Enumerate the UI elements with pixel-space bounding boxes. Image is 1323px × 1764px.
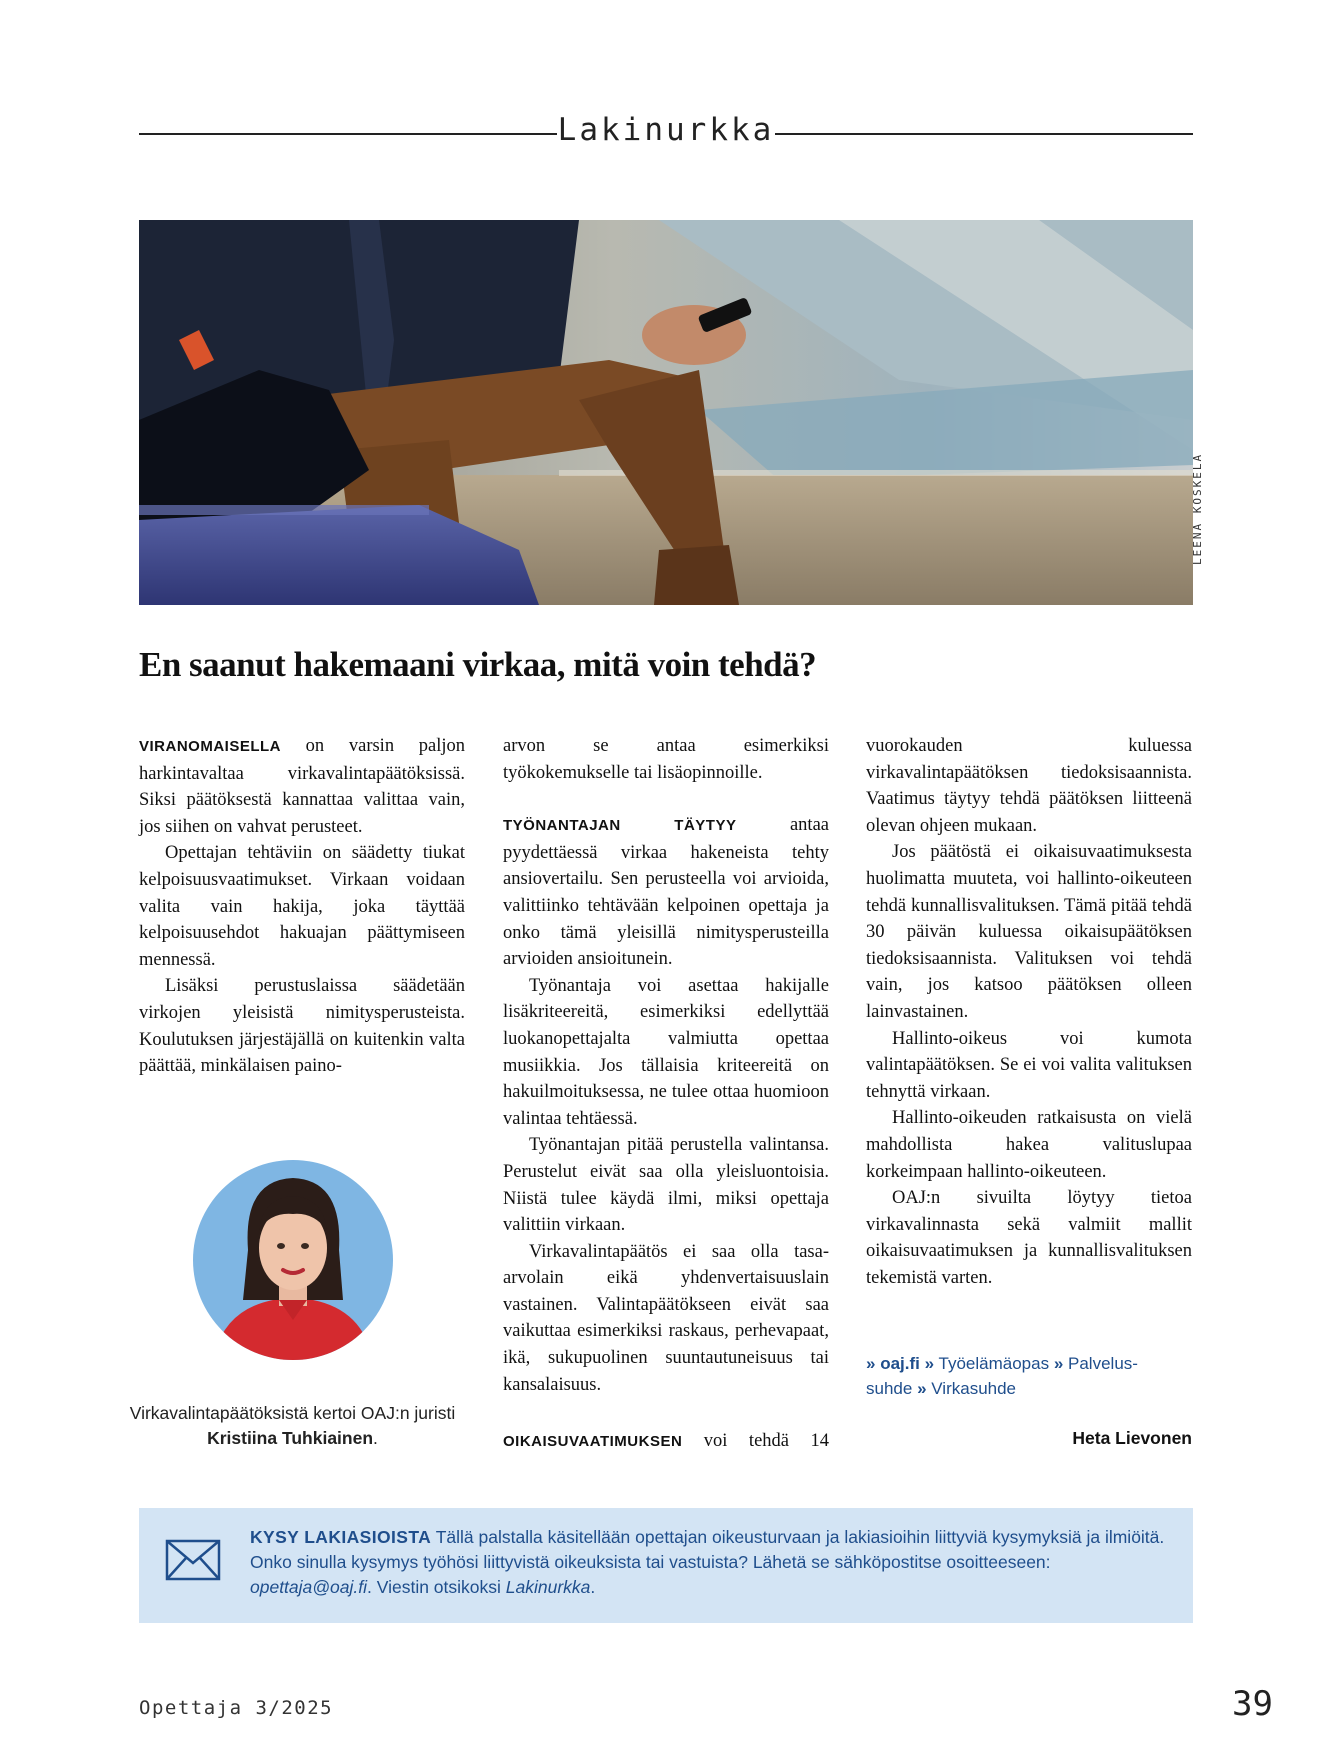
link-palvelussuhde-part2: suhde — [866, 1379, 913, 1398]
hero-photo — [139, 220, 1193, 605]
contact-email-link[interactable]: opettaja@oaj.fi — [250, 1577, 368, 1597]
header-rule-left — [139, 133, 557, 135]
related-links — [866, 1351, 1196, 1401]
paragraph-text: voi tehdä 14 — [682, 1431, 829, 1451]
paragraph: Työnantaja voi asettaa hakijalle lisäkriteereitä, esimerkiksi edellyttää luokanopettajalta valmiutta opettaa musiikkia. Jos tällaisia kriteereitä on hakuilmoituksessa, ne tulee ottaa huomioon valintaa tehtäessä. — [503, 975, 829, 1129]
link-palvelussuhde-part1: Palvelus- — [1068, 1354, 1138, 1373]
paragraph: Opettajan tehtäviin on säädetty tiukat kelpoisuusvaatimukset. Virkaan voidaan valita vain hakija, joka täyttää kelpoisuusehdot hakuajan päättymiseen mennessä. — [139, 843, 465, 970]
article-author: Heta Lievonen — [1072, 1428, 1192, 1448]
paragraph: Hallinto-oikeus voi kumota valintapäätöksen. Se ei voi valita valituksen tehnyttä virkaan. — [866, 1028, 1192, 1102]
paragraph: Työnantajan pitää perustella valintansa. Perustelut eivät saa olla yleisluontoisia. Niistä tulee käydä ilmi, miksi opettaja valittiin virkaan. — [503, 1135, 829, 1236]
photo-credit: LEENA KOSKELA — [1191, 452, 1204, 565]
link-arrow: » — [1053, 1354, 1064, 1373]
hero-photo-illustration — [139, 220, 1193, 605]
caption-end: . — [373, 1428, 378, 1448]
portrait-caption — [120, 1401, 465, 1451]
paragraph: Virkavalintapäätös ei saa olla tasa-arvolain eikä yhdenvertaisuuslain vastainen. Valintapäätökseen eivät saa vaikuttaa esimerkiksi raskaus, perhevapaat, ikä, sukupuolinen suuntautuneisuus tai kansalaisuus. — [503, 1241, 829, 1395]
paragraph — [139, 733, 465, 840]
paragraph-text: antaa pyydettäessä virkaa hakeneista tehty ansiovertailu. Sen perusteella voi arvioida, valittiinko tehtävään kelpoinen opettaja ja onko tämä yleisillä nimitysperusteilla arvioiden ansioitunein. — [503, 815, 829, 970]
contact-lead: KYSY LAKIASIOISTA — [250, 1527, 432, 1547]
header-rule-right — [775, 133, 1193, 135]
paragraph-lead: OIKAISUVAATIMUKSEN — [503, 1433, 683, 1450]
paragraph-lead: VIRANOMAISELLA — [139, 738, 281, 755]
link-arrow: » — [866, 1354, 876, 1373]
paragraph: arvon se antaa esimerkiksi työkokemukselle tai lisäopinnoille. — [503, 736, 829, 783]
contact-box — [139, 1508, 1193, 1623]
page-number: 39 — [1232, 1684, 1273, 1724]
section-title: Lakinurkka — [557, 112, 775, 148]
paragraph: OAJ:n sivuilta löytyy tietoa virkavalinnasta sekä valmiit mallit oikaisuvaatimuksen ja kunnallisvalituksen tekemistä varten. — [866, 1188, 1192, 1288]
link-arrow: » — [917, 1379, 927, 1398]
link-oaj-fi[interactable]: oaj.fi — [880, 1354, 920, 1373]
paragraph: Hallinto-oikeuden ratkaisusta on vielä mahdollista hakea valituslupaa korkeimpaan hallinto-oikeuteen. — [866, 1108, 1192, 1182]
contact-body-2: . Viestin otsikoksi — [367, 1577, 506, 1597]
article-column-1 — [139, 733, 465, 1080]
contact-body: Tällä palstalla käsitellään opettajan oikeusturvaan ja lakiasioihin liittyviä kysymyksiä ja ilmiöitä. Onko sinulla kysymys työhösi liittyvistä oikeuksista tai vastuista? Lähetä se sähköpostitse osoitteeseen: — [250, 1527, 1165, 1572]
paragraph — [503, 1428, 829, 1456]
article-column-3 — [866, 733, 1192, 1291]
contact-text — [250, 1525, 1170, 1600]
portrait-illustration — [193, 1160, 393, 1360]
link-arrow: » — [924, 1354, 935, 1373]
paragraph-lead: TYÖNANTAJAN TÄYTYY — [503, 817, 737, 835]
article-column-2 — [503, 733, 829, 1398]
section-header — [139, 112, 1193, 156]
envelope-icon — [165, 1539, 221, 1581]
paragraph-text: on varsin paljon harkintavaltaa virkavalintapäätöksissä. Siksi päätöksestä kannattaa valittaa vain, jos siihen on vahvat perusteet. — [139, 736, 465, 837]
contact-subject: Lakinurkka — [505, 1577, 591, 1597]
link-virkasuhde[interactable]: Virkasuhde — [931, 1379, 1017, 1398]
paragraph: Jos päätöstä ei oikaisuvaatimuksesta huolimatta muuteta, voi hallinto-oikeuteen tehdä kunnallisvalituksen. Tämä pitää tehdä 30 päivän kuluessa oikaisupäätöksen tiedoksisaannista. Valituksen voi tehdä vain, jos katsoo päätöksen olleen lainvastainen. — [866, 842, 1192, 1022]
link-tyoelamaopas[interactable]: Työelämäopas — [938, 1354, 1050, 1373]
caption-name: Kristiina Tuhkiainen — [207, 1428, 374, 1448]
footer-magazine-issue: Opettaja 3/2025 — [139, 1697, 334, 1719]
paragraph: Lisäksi perustuslaissa säädetään virkojen yleisistä nimitysperusteista. Koulutuksen järjestäjällä on kuitenkin valta päättää, minkälaisen paino- — [139, 976, 465, 1077]
article-headline: En saanut hakemaani virkaa, mitä voin tehdä? — [139, 645, 817, 684]
paragraph: vuorokauden kuluessa virkavalintapäätöksen tiedoksisaannista. Vaatimus täytyy tehdä päätöksen liitteenä olevan ohjeen mukaan. — [866, 736, 1192, 836]
portrait-photo — [193, 1160, 393, 1360]
paragraph — [503, 812, 829, 973]
caption-text: Virkavalintapäätöksistä kertoi OAJ:n juristi — [129, 1403, 456, 1423]
contact-body-3: . — [590, 1577, 596, 1597]
